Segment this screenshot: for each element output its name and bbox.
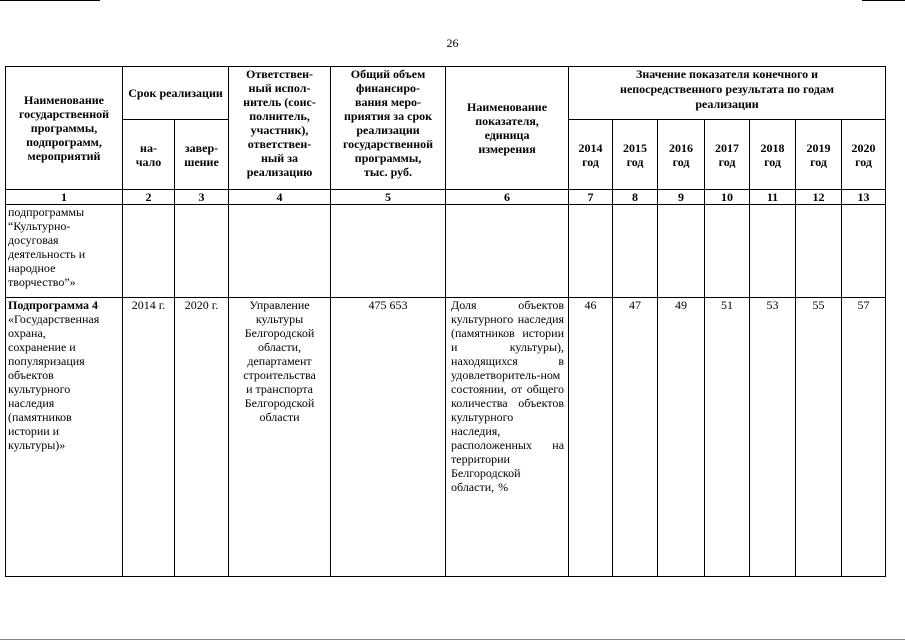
empty-cell	[796, 205, 842, 298]
value-2015-cell: 47	[613, 298, 658, 577]
funding-cell: 475 653	[331, 298, 446, 577]
empty-cell	[842, 205, 886, 298]
value-2014-cell: 46	[569, 298, 613, 577]
header-year-2015: 2015 год	[613, 120, 658, 190]
top-rule-left	[0, 0, 100, 1]
column-number: 7	[569, 190, 613, 205]
empty-cell	[123, 205, 175, 298]
header-year-2020: 2020 год	[842, 120, 886, 190]
header-funding: Общий объем финансиро- вания меро- приятия за срок реализации государственной программы, тыс. руб.	[331, 67, 446, 190]
header-year-2018: 2018 год	[750, 120, 796, 190]
header-row-1	[6, 67, 886, 120]
table-row	[6, 298, 886, 577]
header-year-2019: 2019 год	[796, 120, 842, 190]
empty-cell	[613, 205, 658, 298]
column-number: 9	[658, 190, 705, 205]
indicator-cell: Доля объектов культурного наследия (памятников истории и культуры), находящихся в удовлетворитель-ном состоянии, от общего количества объектов культурного наследия, расположенных на территории Белгородской области, %	[446, 298, 569, 577]
empty-cell	[331, 205, 446, 298]
header-name: Наименование государственной программы, подпрограмм, мероприятий	[6, 67, 123, 190]
column-number: 12	[796, 190, 842, 205]
value-2020-cell: 57	[842, 298, 886, 577]
column-number: 11	[750, 190, 796, 205]
column-number: 1	[6, 190, 123, 205]
column-number: 8	[613, 190, 658, 205]
header-indicator: Наименование показателя, единица измерения	[446, 67, 569, 190]
value-2018-cell: 53	[750, 298, 796, 577]
header-year-2017: 2017 год	[705, 120, 750, 190]
column-number: 5	[331, 190, 446, 205]
header-term-start: на- чало	[123, 120, 175, 190]
subprogram-name: «Государственная охрана, сохранение и популяризация объектов культурного наследия (памятников истории и культуры)»	[8, 312, 100, 452]
header-values-group: Значение показателя конечного и непосредственного результата по годам реализации	[569, 67, 886, 120]
value-2016-cell: 49	[658, 298, 705, 577]
header-term: Срок реализации	[123, 67, 229, 120]
subprogram-title: Подпрограмма 4	[8, 298, 99, 312]
empty-cell	[658, 205, 705, 298]
empty-cell	[229, 205, 331, 298]
top-rule-right	[862, 0, 905, 1]
value-2017-cell: 51	[705, 298, 750, 577]
page-number: 26	[446, 36, 459, 50]
row-name-cell	[6, 298, 123, 577]
row-name-cell: подпрограммы “Культурно- досуговая деятельность и народное творчество”»	[6, 205, 123, 298]
header-year-2016: 2016 год	[658, 120, 705, 190]
end-year-cell: 2020 г.	[175, 298, 229, 577]
column-number: 4	[229, 190, 331, 205]
column-number: 2	[123, 190, 175, 205]
empty-cell	[705, 205, 750, 298]
header-year-2014: 2014 год	[569, 120, 613, 190]
empty-cell	[175, 205, 229, 298]
header-term-end: завер- шение	[175, 120, 229, 190]
column-number: 6	[446, 190, 569, 205]
empty-cell	[446, 205, 569, 298]
responsible-cell: Управление культуры Белгородской области, департамент строительства и транспорта Белгородской области	[229, 298, 331, 577]
column-number: 3	[175, 190, 229, 205]
column-number: 10	[705, 190, 750, 205]
value-2019-cell: 55	[796, 298, 842, 577]
program-table	[5, 66, 886, 577]
start-year-cell: 2014 г.	[123, 298, 175, 577]
empty-cell	[569, 205, 613, 298]
header-responsible: Ответствен- ный испол- нитель (соис- полнитель, участник), ответствен- ный за реализацию	[229, 67, 331, 190]
column-number: 13	[842, 190, 886, 205]
column-number-row	[6, 190, 886, 205]
empty-cell	[750, 205, 796, 298]
table-row	[6, 205, 886, 298]
